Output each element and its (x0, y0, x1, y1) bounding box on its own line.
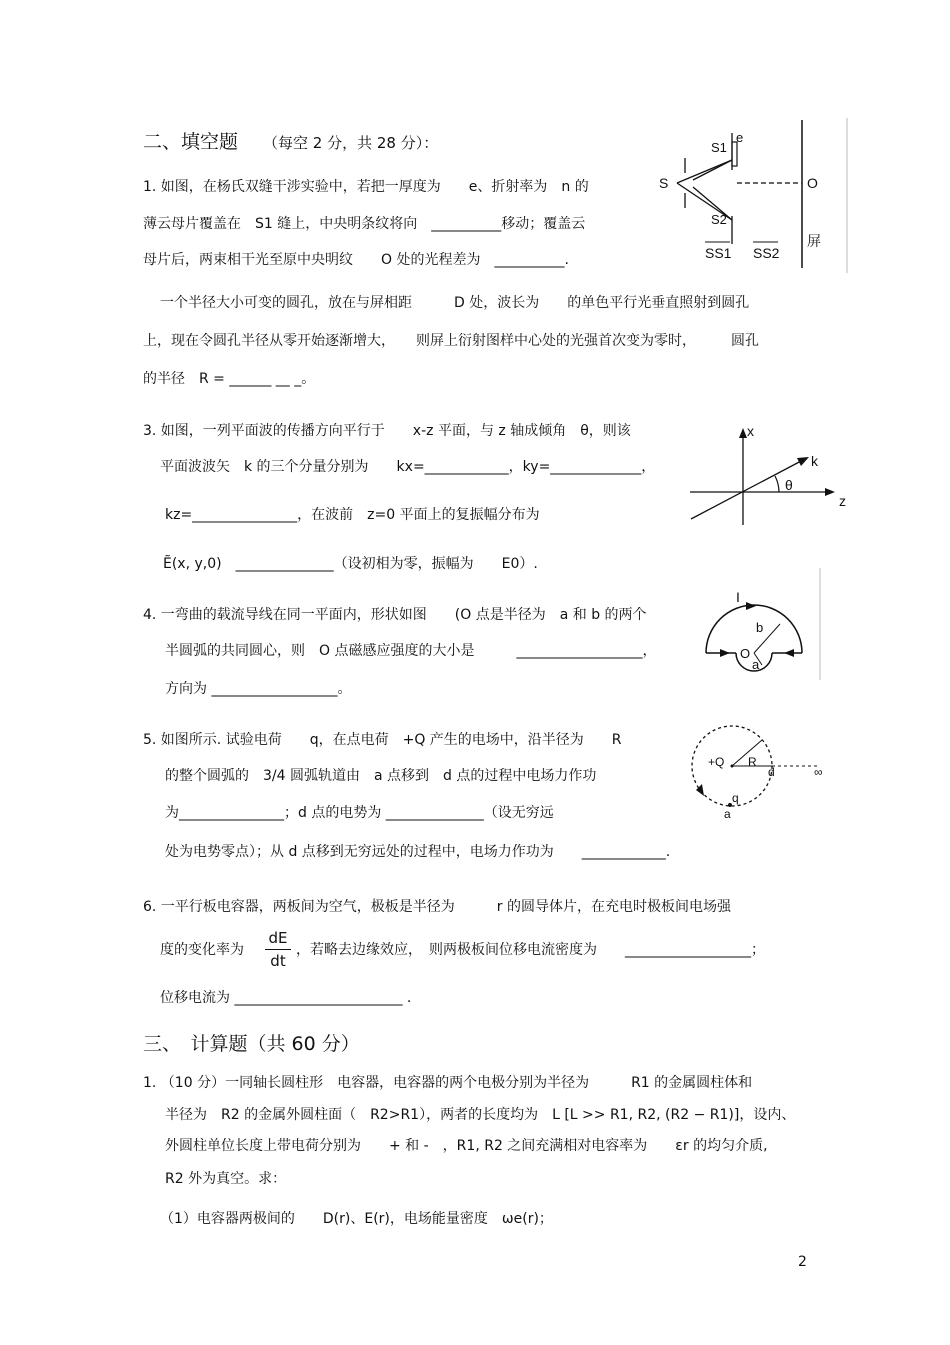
q1-line-2: 薄云母片覆盖在 S1 缝上，中央明条纹将向 __________移动；覆盖云 (143, 216, 586, 232)
section-2-subtitle: （每空 2 分，共 28 分）： (263, 134, 439, 152)
fig5-d: d (768, 765, 775, 779)
q5-line-4: 处为电势零点）；从 d 点移到无穷远处的过程中，电场力作功为 ____________. (165, 844, 671, 860)
q2-line-2: 上，现在令圆孔半径从零开始逐渐增大， 则屏上衍射图样中心处的光强首次变为零时， 圆孔 (143, 333, 759, 349)
q2-line-3: 的半径 R = ______ __ _。 (143, 371, 316, 387)
double-slit-figure (655, 118, 850, 278)
q3-line-4: Ẽ(x, y,0) ______________（设初相为零，振幅为 E0）. (163, 556, 538, 572)
q4-line-1: 4. 一弯曲的载流导线在同一平面内，形状如图 (O 点是半径为 a 和 b 的两个 (143, 607, 647, 623)
fig1-O: O (807, 175, 818, 191)
fig1-S: S (659, 175, 669, 191)
dE-dt-fraction (263, 929, 293, 970)
q5-line-1: 5. 如图所示. 试验电荷 q，在点电荷 +Q 产生的电场中，沿半径为 R (143, 732, 622, 748)
fig5-R: R (748, 755, 757, 769)
section-3-title: 三、 计算题（共 60 分） (143, 1033, 360, 1055)
wave-vector-figure (685, 420, 850, 535)
fig4-a: a (752, 657, 760, 672)
fig4-O: O (740, 646, 751, 661)
c1-line-5: （1）电容器两极间的 D(r)、E(r)，电场能量密度 ωe(r)； (160, 1211, 553, 1227)
section-2-title: 二、填空题 (143, 131, 239, 153)
fig1-e: e (736, 130, 744, 145)
q6-line-1: 6. 一平行板电容器，两板间为空气，极板是半径为 r 的圆导体片，在充电时极板间电场强 (143, 899, 732, 915)
fig1-S1: S1 (711, 140, 727, 155)
c1-line-3: 外圆柱单位长度上带电荷分别为 + 和 - ，R1, R2 之间充满相对电容率为 εr 的均匀介质, (165, 1138, 768, 1154)
q4-line-2: 半圆弧的共同圆心，则 O 点磁感应强度的大小是 __________________， (165, 643, 657, 659)
fig1-SS2: SS2 (753, 245, 780, 261)
q6-line-2a: 度的变化率为 (160, 942, 244, 958)
q4-line-3: 方向为 __________________。 (165, 681, 352, 697)
q6-line-3: 位移电流为 ________________________ . (160, 990, 412, 1006)
q2-line-1: 一个半径大小可变的圆孔，放在与屏相距 D 处，波长为 的单色平行光垂直照射到圆孔 (160, 295, 750, 311)
q1-line-1: 1. 如图，在杨氏双缝干涉实验中，若把一厚度为 e、折射率为 n 的 (143, 179, 589, 195)
fig5-infinity: ∞ (814, 765, 823, 779)
fig5-q: q (732, 791, 739, 805)
c1-line-2: 半径为 R2 的金属外圆柱面（ R2>R1），两者的长度均为 L [L >> R1, R2, (R2 − R1)]，设内、 (165, 1107, 796, 1123)
fraction-denominator: dt (270, 952, 286, 970)
q5-line-3: 为_______________；d 点的电势为 ______________（设无穷远 (165, 805, 554, 821)
current-wire-figure (700, 568, 825, 683)
q5-line-2: 的整个圆弧的 3/4 圆弧轨道由 a 点移到 d 点的过程中电场力作功 (165, 768, 597, 784)
c1-line-4: R2 外为真空。求： (165, 1171, 287, 1187)
fig3-k: k (811, 453, 818, 469)
fraction-numerator: dE (268, 929, 288, 947)
c1-line-1: 1. （10 分）一同轴长圆柱形 电容器，电容器的两个电极分别为半径为 R1 的金属圆柱体和 (143, 1075, 753, 1091)
q3-line-2: 平面波波矢 k 的三个分量分别为 kx=____________，ky=_____________， (160, 459, 656, 475)
fig3-x: x (747, 423, 754, 439)
q1-line-3: 母片后，两束相干光至原中央明纹 O 处的光程差为 __________. (143, 252, 569, 268)
fig5-Q: +Q (708, 755, 725, 769)
page-number: 2 (798, 1254, 807, 1270)
fig4-b: b (756, 620, 764, 635)
fraction-bar (265, 949, 291, 950)
fig1-screen: 屏 (807, 233, 821, 249)
fig3-z: z (839, 493, 846, 509)
fig5-a: a (724, 807, 731, 821)
q3-line-1: 3. 如图，一列平面波的传播方向平行于 x-z 平面，与 z 轴成倾角 θ，则该 (143, 423, 631, 439)
fig1-SS1: SS1 (705, 245, 732, 261)
fig3-theta: θ (785, 477, 793, 493)
q3-line-3: kz=_______________，在波前 z=0 平面上的复振幅分布为 (165, 507, 540, 523)
fig1-S2: S2 (711, 212, 727, 227)
fig4-I: I (736, 589, 740, 605)
charge-arc-figure (690, 718, 830, 828)
q6-line-2b: ，若略去边缘效应， 则两极板间位移电流密度为 __________________； (296, 942, 765, 958)
